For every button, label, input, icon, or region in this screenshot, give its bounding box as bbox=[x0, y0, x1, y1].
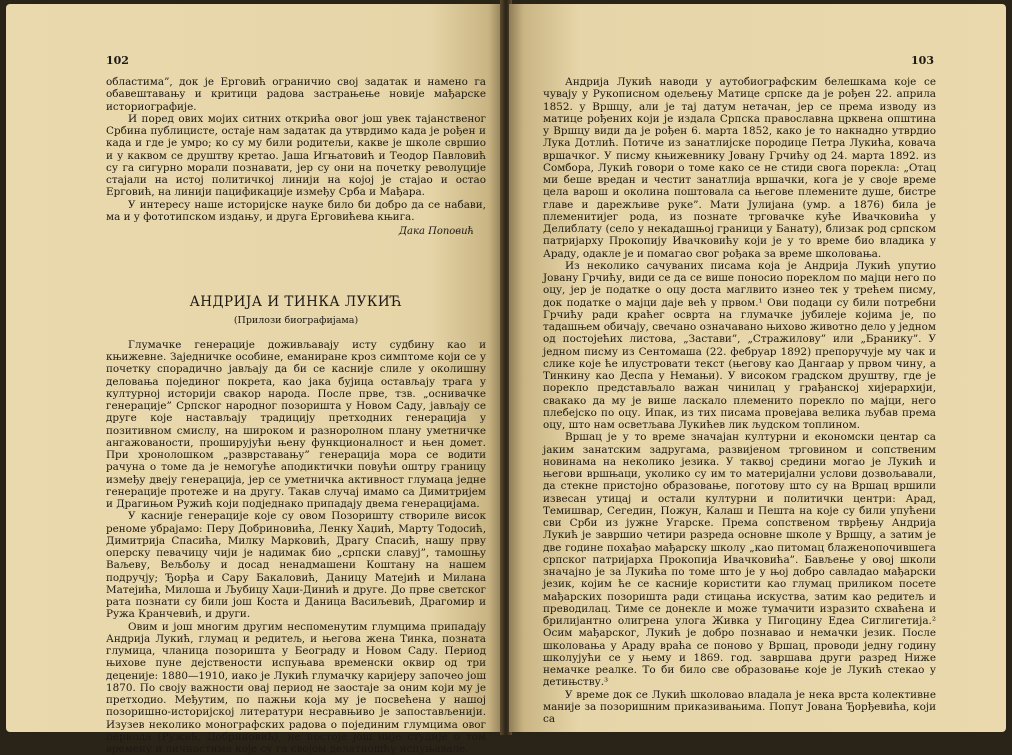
article-title: АНДРИЈА И ТИНКА ЛУКИЋ bbox=[106, 296, 486, 308]
left-page-text bbox=[106, 76, 486, 755]
article-paragraph: Глумачке генерације доживљавају исту судбину као и књижевне. Заједничке особине, еманиране кроз симптоме који се у почетку спорадично јављају да би се касније слиле у околишну деловања појединог покрета, као јака бујица остављају трага у културној историји свакор народа. После прве, тзв. „оснивачке генерације” Српског народног позоришта у Новом Саду, јављају се друге које настављају традицију претходних генерација у позитивном смислу, на широком и разноролном плану уметничке ангажованости, проширујући њену функционалност и њен домет. При хронолошком „разврставању” генерација мора се водити рачуна о томе да је немогуће аподиктички повући оштру границу између двеју генерација, јер се уметничка активност глумаца једне генерације протеже и на другу. Такав случај имамо са Димитријем и Драгињом Ружић који подједнако припадају двема генерацијама. bbox=[106, 339, 486, 511]
body-paragraph: Вршац је у то време значајан културни и економски центар са јаким занатским задругама, развијеном трговином и сопственим новинама на неколико језика. У таквој средини могао је Лукић и његови вршњаци, уколико су им то материјални услови дозвољавали, да стекне пристојно образовање, поготову што су на Вршац вршили извесан утицај и остали културни и политички центри: Арад, Темишвар, Сегедин, Пожун, Калаш и Пешта на које су били упућени сви Срби из јужне Угарске. Према сопственом тврђењу Андрија Лукић је завршио четири разреда основне школе у Вршцу, а затим је две године похађао мађарску школу „као питомац блаженопочившега српског патријарха Прокопија Ивачковића”. Бављење у овој школи значајно је за Лукића по томе што је у њој добро савладао мађарски језик, којим ће се касније користити као глумац приликом посете мађарских позоришта ради стицања искуства, затим као редитељ и преводилац. Тиме се донекле и може тумачити изразито схваћена и брилијантно олигрена улога Живка у Пигоцину Едеа Сиглигетија.² Осим мађарског, Лукић је добро познавао и немачки језик. После школовања у Араду враћа се поново у Вршац, проводи једну годину школујући се у њему и 1869. год. завршава други разред Ниже немачке реалке. То би било све образовање које је Лукић стекао у детињству.³ bbox=[543, 431, 936, 688]
author-signature: Дака Поповић bbox=[106, 226, 474, 238]
right-page-text bbox=[543, 76, 936, 725]
page-number-right: 103 bbox=[911, 54, 934, 67]
body-paragraph: У време док се Лукић школовао владала је нека врста колективне маније за позоришним приказивањима. Попут Јована Ђорђевића, који са bbox=[543, 689, 936, 726]
right-page bbox=[509, 4, 1006, 732]
article-paragraph: Овим и још многим другим неспоменутим глумцима припадају Андрија Лукић, глумац и редитељ, и његова жена Тинка, позната глумица, чланица позоришта у Београду и Новом Саду. Период њихове пуне дејствености испуњава временски оквир од три деценије: 1880—1910, иако је Лукић глумачку каријеру започео још 1870. По своју важности овај период не заостаје за оним који му је претходио. Међутим, по пажњи која му је посвећена у нашој позоришно-историјској литератури несравњиво је запостављенији. Изузев неколико монографских радова о појединим глумцима овог периода (Ружић, Добриновић), не постоје још није студије о том времену и личностима које су га својом делатношћу испуњавале. bbox=[106, 621, 486, 755]
body-paragraph: Из неколико сачуваних писама која је Андрија Лукић упутио Јовану Грчићу, види се да се више поносио пореклом по мајци него по оцу, јер је податке о оцу доста маглвито изнео тек у трећем писму, док податке о мајци даје већ у првом.¹ Ови подаци су били потребни Грчићу ради краћег осврта на глумачке јубилеје којима је, по тадашњем обичају, свечано означавано њихово животно дело у једном од постојећих листова, „Застави”, „Стражилову” или „Бранику”. У једном писму из Сентомаша (22. фебруар 1892) препоручује му чак и слике које ће илустровати текст (његову као Дангаар у првом чину, а Тинкину као Деспа у Немањи). У високом градском друштву, где је порекло представљало важан чинилац у грађанској хијерархији, свакако да му је више ласкало племенито порекло по мајци, него плебејско по оцу. Ипак, из тих писама провејава велика љубав према оцу, што нам осветљава Лукићев лик људском топлином. bbox=[543, 260, 936, 432]
body-paragraph: Андрија Лукић наводи у аутобиографским белешкама које се чувају у Рукописном одељењу Матице српске да је рођен 22. априла 1852. у Вршцу, али је тај датум нетачан, јер се према изводу из матице рођених који је издала Српска православна црквена општина у Вршцу види да је рођен 6. марта 1852, како је то накнадно утврдио Лука Дотлић. Потиче из занатлијске породице Петра Лукића, ковача вршачког. У писму књижевнику Јовану Грчићу од 24. марта 1892. из Сомбора, Лукић говори о томе како се не стиди свога порекла: „Отац ми беше вредан и честит занатлија вршачки, кога је у своје време цела варош и околина поштовала са његове племените душе, бистре главе и дарежљиве руке”. Мати Јулијана (умр. а 1876) била је племенитијег рода, из познате трговачке куће Ивачковића у Делиблату (село у некадашњој граници у Банату), близак род српском патријарху Прокопију Ивачковићу који је у то време био владика у Араду, одакле је и помагао свог рођака за време школовања. bbox=[543, 76, 936, 260]
intro-paragraph: У интересу наше историјске науке било би добро да се набави, ма и у фототипском издању, и друга Ерговићева књига. bbox=[106, 199, 486, 224]
intro-paragraph: областима”, док је Ерговић ограничио свој задатак и намено га обавештавању и критици радова застрањење новије мађарске историографије. bbox=[106, 76, 486, 113]
article-subtitle: (Прилози биографијама) bbox=[106, 315, 486, 327]
page-number-left: 102 bbox=[106, 54, 129, 67]
intro-paragraph: И поред ових мојих ситних открића овог још увек тајанственог Србина публицисте, остаје нам задатак да утврдимо када је рођен и када и где је умро; ко су му били родитељи, какве је школе свршио и у каквом се друштву кретао. Јаша Игњатовић и Теодор Павловић су га сигурно морали познавати, јер су они на почетку револуције стајали на истој политичкој линији на којој је стајао и остао Ерговић, на линији пацификације између Срба и Мађара. bbox=[106, 113, 486, 199]
left-page bbox=[6, 4, 503, 732]
article-paragraph: У каснијe генерације које су овом Позоришту створиле висок реноме убрајамо: Перу Добриновића, Ленку Хаџић, Марту Тодосић, Димитрија Спасића, Милку Марковић, Драгу Спасић, нашу прву оперску певачицу чији је надимак био „српски славуј”, тамошњу Ваљеву, Вељбољу и досад ненадмашени Коштану на нашем подручју; Ђорђа и Сару Бакаловић, Даницу Матејић и Милана Матејића, Милоша и Љубицу Хаџи-Динић и друге. До прве светског рата познати су били још Коста и Даница Васиљевић, Драгомир и Ружа Кранчевић, и други. bbox=[106, 510, 486, 620]
